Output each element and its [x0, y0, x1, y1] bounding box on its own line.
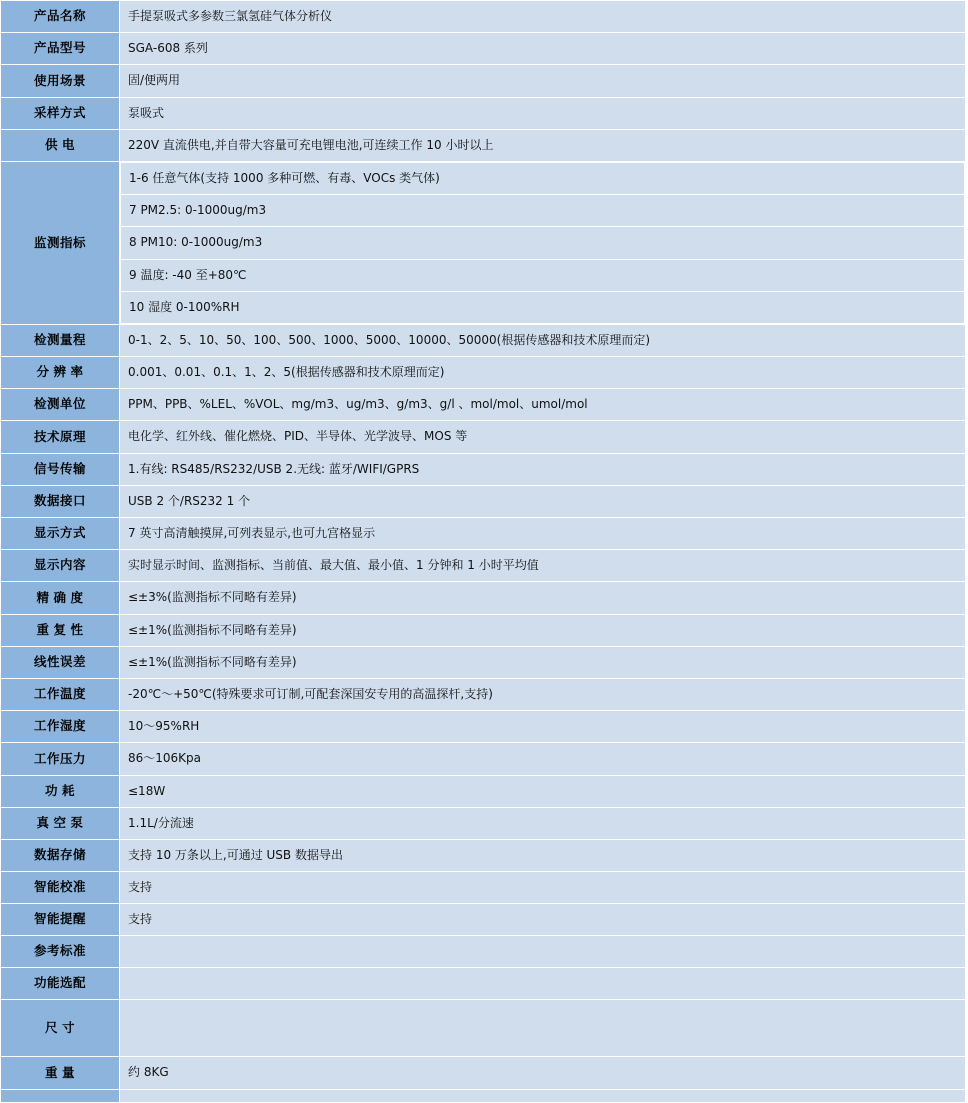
row-value: 泵吸式 [120, 97, 966, 129]
monitoring-index-text: 7 PM2.5: 0-1000ug/m3 [121, 195, 965, 227]
row-value: 支持 [120, 872, 966, 904]
row-value: ≤±1%(监测指标不同略有差异) [120, 646, 966, 678]
row-label: 供 电 [1, 129, 120, 161]
table-row-optional-functions [1, 999, 966, 1056]
table-row [1, 33, 966, 65]
table-row [1, 485, 966, 517]
row-label: 显示内容 [1, 550, 120, 582]
table-row [1, 936, 966, 968]
table-row [1, 904, 966, 936]
row-value: 220V 直流供电,并自带大容量可充电锂电池,可连续工作 10 小时以上 [120, 129, 966, 161]
row-value [120, 936, 966, 968]
table-row [1, 97, 966, 129]
row-label: 使用场景 [1, 65, 120, 97]
row-value: 手提泵吸式多参数三氯氢硅气体分析仪 [120, 1, 966, 33]
row-value: 实时显示时间、监测指标、当前值、最大值、最小值、1 分钟和 1 小时平均值 [120, 550, 966, 582]
monitoring-index-text: 1-6 任意气体(支持 1000 多种可燃、有毒、VOCs 类气体) [121, 162, 965, 194]
row-label: 监测指标 [1, 161, 120, 324]
row-label: 智能提醒 [1, 904, 120, 936]
table-row [1, 389, 966, 421]
row-label: 精 确 度 [1, 582, 120, 614]
row-value: ≤18W [120, 775, 966, 807]
row-label: 工作湿度 [1, 711, 120, 743]
table-row [1, 678, 966, 710]
monitoring-index-text: 10 湿度 0-100%RH [121, 291, 965, 323]
row-label: 检测量程 [1, 324, 120, 356]
option-line [128, 1007, 957, 1028]
row-value: 支持 10 万条以上,可通过 USB 数据导出 [120, 839, 966, 871]
table-row-monitoring-index [1, 161, 966, 324]
row-label: 数据接口 [1, 485, 120, 517]
table-row [1, 743, 966, 775]
row-value: 支持 [120, 904, 966, 936]
row-value: 1.1L/分流速 [120, 807, 966, 839]
table-row [1, 614, 966, 646]
optional-functions-list [120, 999, 966, 1056]
option-line [128, 1028, 957, 1049]
monitoring-index-text: 9 温度: -40 至+80℃ [121, 259, 965, 291]
table-row [1, 646, 966, 678]
row-value: 1.有线: RS485/RS232/USB 2.无线: 蓝牙/WIFI/GPRS [120, 453, 966, 485]
row-label: 工作温度 [1, 678, 120, 710]
row-label: 真 空 泵 [1, 807, 120, 839]
row-label: 功能选配 [1, 968, 120, 1000]
row-value: 固/便两用 [120, 65, 966, 97]
row-value: 电化学、红外线、催化燃烧、PID、半导体、光学波导、MOS 等 [120, 421, 966, 453]
table-row [1, 582, 966, 614]
row-label: 参考标准 [1, 936, 120, 968]
table-row [1, 518, 966, 550]
table-row [1, 807, 966, 839]
row-value: ≤±1%(监测指标不同略有差异) [120, 614, 966, 646]
row-label: 产品名称 [1, 1, 120, 33]
reference-standards-list [120, 968, 966, 1000]
row-label: 功 耗 [1, 775, 120, 807]
standard-line [128, 988, 957, 990]
table-row [1, 324, 966, 356]
row-label: 技术原理 [1, 421, 120, 453]
row-value: 约 8KG [120, 1057, 966, 1089]
row-label: 产品型号 [1, 33, 120, 65]
row-label: 重 量 [1, 1057, 120, 1089]
table-row [1, 453, 966, 485]
table-row-reference-standards [1, 968, 966, 1000]
row-value: 10～95%RH [120, 711, 966, 743]
row-value: 0.001、0.01、0.1、1、2、5(根据传感器和技术原理而定) [120, 357, 966, 389]
row-label: 工作压力 [1, 743, 120, 775]
table-row [1, 839, 966, 871]
row-value: 7 英寸高清触摸屏,可列表显示,也可九宫格显示 [120, 518, 966, 550]
table-row [1, 421, 966, 453]
row-label: 尺 寸 [1, 999, 120, 1056]
row-label: 信号传输 [1, 453, 120, 485]
row-value: 0‐1、2、5、10、50、100、500、1000、5000、10000、50000(根据传感器和技术原理而定) [120, 324, 966, 356]
table-row [1, 711, 966, 743]
monitoring-index-item [121, 227, 965, 259]
row-value [120, 161, 966, 324]
row-label: 线性误差 [1, 646, 120, 678]
monitoring-index-item [121, 291, 965, 323]
row-label: 重 复 性 [1, 614, 120, 646]
table-row [1, 550, 966, 582]
row-label: 显示方式 [1, 518, 120, 550]
row-label: 智能校准 [1, 872, 120, 904]
row-value: USB 2 个/RS232 1 个 [120, 485, 966, 517]
table-row [1, 65, 966, 97]
row-label: 采样方式 [1, 97, 120, 129]
monitoring-index-item [121, 162, 965, 194]
row-label: 数据存储 [1, 839, 120, 871]
monitoring-index-item [121, 195, 965, 227]
table-row [1, 129, 966, 161]
monitoring-index-item [121, 259, 965, 291]
table-row [1, 1057, 966, 1089]
monitoring-index-text: 8 PM10: 0-1000ug/m3 [121, 227, 965, 259]
table-row [1, 1089, 966, 1102]
monitoring-index-list [120, 162, 965, 324]
row-value: ≤±3%(监测指标不同略有差异) [120, 582, 966, 614]
row-value: 86～106Kpa [120, 743, 966, 775]
row-label: 分 辨 率 [1, 357, 120, 389]
table-row [1, 357, 966, 389]
row-label: 检测单位 [1, 389, 120, 421]
table-row [1, 775, 966, 807]
row-value: PPM、PPB、%LEL、%VOL、mg/m3、ug/m3、g/m3、g/l 、mol/mol、umol/mol [120, 389, 966, 421]
row-value [120, 1089, 966, 1102]
row-value: SGA-608 系列 [120, 33, 966, 65]
table-row [1, 872, 966, 904]
row-label [1, 1089, 120, 1102]
table-row [1, 1, 966, 33]
row-value: -20℃～+50℃(特殊要求可订制,可配套深国安专用的高温探杆,支持) [120, 678, 966, 710]
